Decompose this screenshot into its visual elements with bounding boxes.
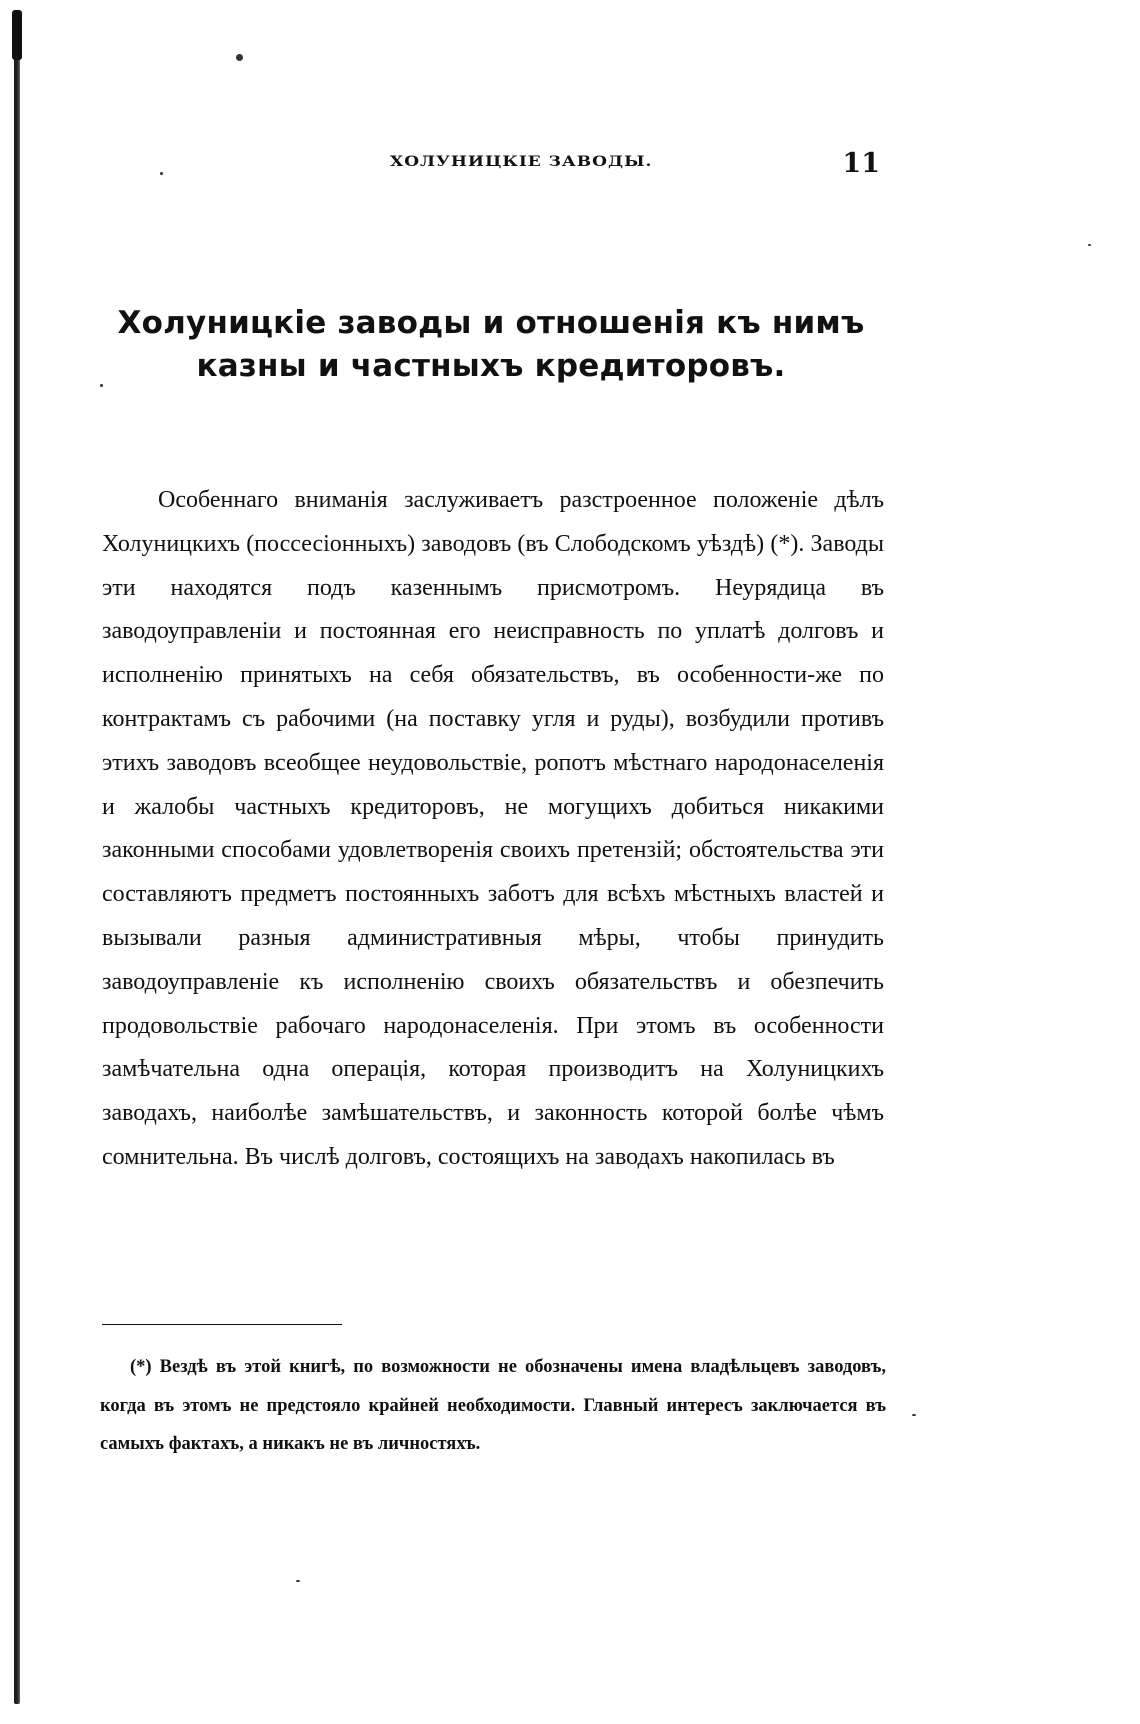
footnote: (*) Вездѣ въ этой книгѣ, по возможности не обозначены имена владѣльцевъ заводовъ, когда въ этомъ не предстояло крайней необходимости. Главный интересъ заключается въ самыхъ фактахъ, а никакъ не въ личностяхъ. xyxy=(100,1357,886,1454)
binding-edge-mark xyxy=(12,10,22,60)
body-paragraph: Особеннаго вниманія заслуживаетъ разстроенное положеніе дѣлъ Холуницкихъ (поссесіонныхъ) заводовъ (въ Слободскомъ уѣздѣ) (*). Заводы эти находятся подъ казеннымъ присмотромъ. Неурядица въ заводоуправленіи и постоянная его неисправность по уплатѣ долговъ и исполненію принятыхъ на себя обязательствъ, въ особенности-же по контрактамъ съ рабочими (на поставку угля и руды), возбудили противъ этихъ заводовъ всеобщее неудовольствіе, ропотъ мѣстнаго народонаселенія и жалобы частныхъ кредиторовъ, не могущихъ добиться никакими законными способами удовлетворенія своихъ претензій; обстоятельства эти составляютъ предметъ постоянныхъ заботъ для всѣхъ мѣстныхъ властей и вызывали разныя административныя мѣры, чтобы принудить заводоуправленіе къ исполненію своихъ обязательствъ и обезпечить продовольствіе рабочаго народонаселенія. При этомъ въ особенности замѣчательна одна операція, которая производитъ на Холуницкихъ заводахъ, наиболѣе замѣшательствъ, и законность которой болѣе чѣмъ сомнительна. Въ числѣ долговъ, состоящихъ на заводахъ накопилась въ xyxy=(102,487,884,1170)
ink-speck xyxy=(912,1414,916,1416)
footnote-divider xyxy=(102,1324,342,1325)
ink-speck xyxy=(1088,244,1091,246)
section-title: Холуницкіе заводы и отношенія къ нимъ казны и частныхъ кредиторовъ. xyxy=(117,305,865,384)
page-header xyxy=(100,148,880,188)
running-head: ХОЛУНИЦКІЕ ЗАВОДЫ. xyxy=(390,154,653,170)
ink-speck xyxy=(296,1580,300,1582)
ink-speck xyxy=(236,54,243,61)
page-number: 11 xyxy=(842,148,880,179)
binding-edge xyxy=(14,14,20,1704)
